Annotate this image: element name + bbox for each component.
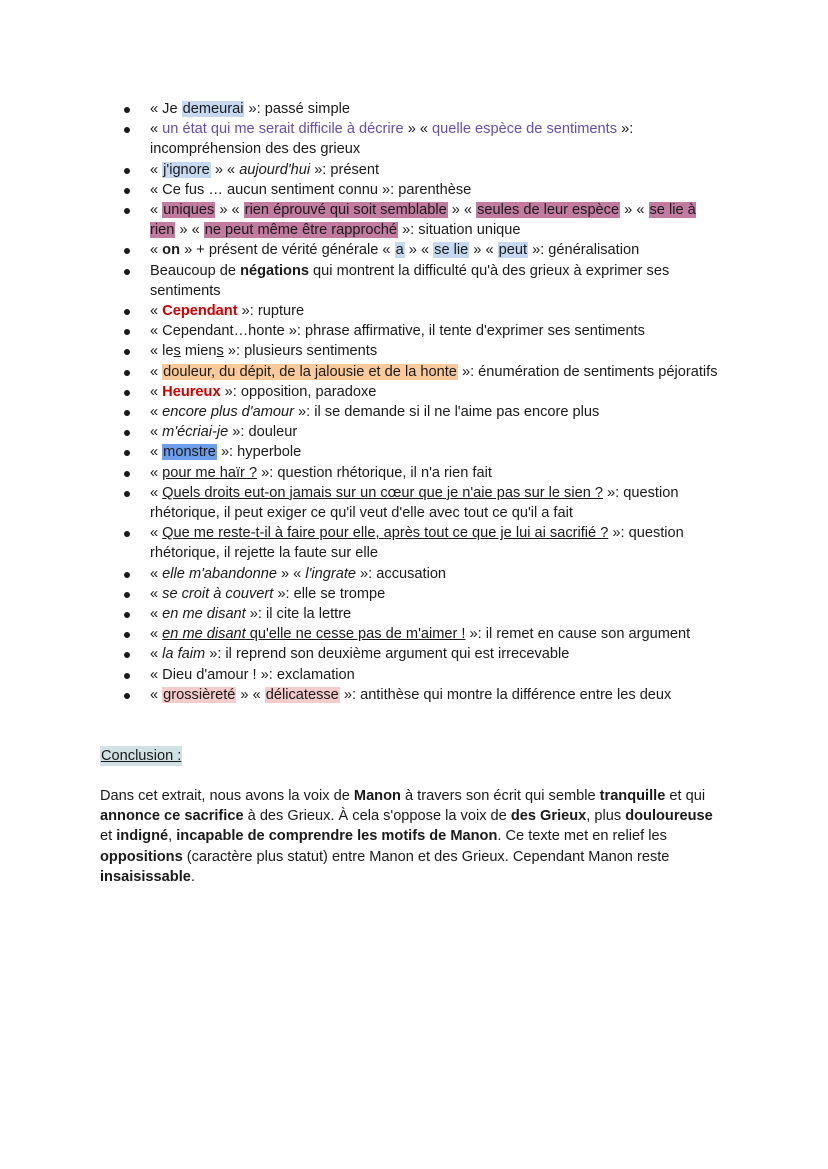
text-run: qui montrent la difficulté qu'à des grieux à exprimer ses sentiments [150,262,670,299]
text-run: et [100,828,117,845]
text-run: « Dieu d'amour ! »: exclamation [150,666,355,683]
bullet-item [124,624,724,644]
bullet-item [124,240,724,260]
text-run: « [150,303,163,320]
text-run: « [150,464,163,481]
text-run: »: il remet en cause son argument [465,626,691,643]
highlighted-text: j'ignore [163,161,210,178]
text-run: « [150,363,163,380]
text-run: Cependant [162,303,238,320]
bullet-item [124,644,724,664]
text-run: « [150,444,163,461]
text-run: « le [150,343,174,360]
text-run: Quels droits eut-on jamais sur un cœur que je n'aie pas sur le sien ? [162,484,603,501]
text-run: » « [469,242,498,259]
highlighted-text: rien éprouvé qui soit semblable [244,202,447,219]
text-run: « [150,424,163,441]
highlighted-text: se lie à rien [150,202,696,239]
text-run: l'ingrate [305,565,356,582]
text-run: douloureuse [625,808,713,825]
text-run: à travers son écrit qui semble [400,788,600,804]
text-run: « Cependant…honte »: phrase affirmative, il tente d'exprimer ses sentiments [150,323,645,340]
text-run: »: antithèse qui montre la différence entre les deux [339,686,672,703]
text-run: » « [447,202,477,219]
bullet-item [124,523,724,563]
text-run: »: question rhétorique, il rejette la faute sur elle [150,525,684,562]
bullet-icon [124,188,130,194]
text-run: . Ce texte met en relief les [497,828,667,845]
bullet-item [124,200,724,240]
text-run: » « [620,202,649,219]
text-run: « [150,383,163,400]
bullet-icon [124,531,130,537]
text-run: « [150,626,163,643]
highlighted-text: se lie [434,242,469,259]
text-run: aujourd'hui [239,161,311,178]
text-run: »: il se demande si il ne l'aime pas encore plus [293,404,600,421]
text-run: »: présent [310,161,380,178]
text-run: mien [180,343,217,360]
text-run: »: douleur [228,424,298,441]
bullet-icon [124,309,130,315]
text-run: « [150,585,163,602]
text-run: en me disant [162,626,246,643]
text-run: insaisissable [100,868,191,885]
text-run: on [162,242,181,259]
bullet-item [124,665,724,685]
highlighted-text: uniques [163,202,215,219]
bullet-item [124,341,724,361]
text-run: » « [210,161,240,178]
bullet-item [124,402,724,422]
bullet-item [124,685,724,705]
bullet-item [124,160,724,180]
text-run: la faim [162,646,206,663]
bullet-item [124,321,724,341]
text-run: , [168,828,177,845]
text-run: quelle espèce de sentiments [432,121,618,138]
text-run: »: énumération de sentiments péjoratifs [457,363,718,380]
bullet-icon [124,693,130,699]
bullet-item [124,564,724,584]
text-run: » « [403,121,433,138]
text-run: Manon [353,788,401,804]
text-run: (caractère plus statut) entre Manon et des Grieux. Cependant Manon reste [182,848,670,865]
bullet-icon [124,612,130,618]
text-run: »: situation unique [398,222,521,239]
text-run: »: il cite la lettre [245,606,352,623]
bullet-icon [124,450,130,456]
bullet-icon [124,471,130,477]
text-run: elle m'abandonne [162,565,277,582]
bullet-icon [124,652,130,658]
text-run: »: hyperbole [216,444,302,461]
text-run: »: il reprend son deuxième argument qui est irrecevable [205,646,570,663]
text-run: . [190,868,195,885]
text-run: « [150,606,163,623]
bullet-icon [124,269,130,275]
bullet-item [124,180,724,200]
bullet-item [124,604,724,624]
text-run: pour me haïr ? [162,464,258,481]
bullet-item [124,442,724,462]
text-run: « [150,404,163,421]
text-run: en me disant [162,606,246,623]
text-run: oppositions [100,848,183,865]
text-run: m'écriai-je [162,424,229,441]
conclusion-paragraph [100,786,720,887]
text-run: indigné [116,828,169,845]
text-run: »: question rhétorique, il n'a rien fait [257,464,492,481]
text-run: « [150,121,163,138]
bullet-icon [124,370,130,376]
text-run: « Je [150,101,182,117]
bullet-item [124,301,724,321]
text-run: »: opposition, paradoxe [220,383,377,400]
text-run: Beaucoup de [150,262,241,279]
text-run: »: question rhétorique, il peut exiger ce qu'il veut d'elle avec tout ce qu'il a fait [150,484,679,522]
text-run: négations [240,262,309,279]
text-run: à des Grieux. À cela s'oppose la voix de [243,808,511,825]
highlighted-text: ne peut même être rapproché [204,222,398,239]
text-run: « [150,202,163,219]
text-run: « [150,686,163,703]
text-run: annonce ce sacrifice [100,808,244,825]
bullet-icon [124,349,130,355]
text-run: » + présent de vérité générale « [180,242,395,259]
bullet-item [124,483,724,523]
bullet-item [124,422,724,442]
text-run: » « [175,222,204,239]
text-run: tranquille [599,788,666,804]
text-run: « [150,242,163,259]
text-run: « Ce fus … aucun sentiment connu »: parenthèse [150,181,472,198]
bullet-icon [124,208,130,214]
text-run: qu'elle ne cesse pas de m'aimer ! [245,626,466,643]
text-run: encore plus d'amour [162,404,294,421]
highlighted-text: grossièreté [163,686,236,703]
bullet-icon [124,390,130,396]
bullet-icon [124,107,130,113]
bullet-item [124,382,724,402]
text-run: » « [404,242,434,259]
bullet-item [124,99,724,119]
conclusion-heading: Conclusion : [101,748,182,764]
bullet-icon [124,430,130,436]
text-run: »: elle se trompe [273,585,386,602]
text-run: »: plusieurs sentiments [223,343,378,360]
text-run: »: généralisation [528,242,640,259]
text-run: « [150,161,163,178]
text-run: , plus [586,808,626,825]
bullet-icon [124,592,130,598]
highlighted-text: peut [498,242,528,259]
text-run: des Grieux [510,808,587,825]
bullet-icon [124,491,130,497]
text-run: »: passé simple [244,101,350,117]
highlighted-text: délicatesse [265,686,339,703]
bullet-item [124,584,724,604]
analysis-bullet-list [124,99,724,705]
text-run: Que me reste-t-il à faire pour elle, après tout ce que je lui ai sacrifié ? [162,525,609,542]
bullet-item [124,119,724,159]
text-run: et qui [665,788,706,804]
text-run: » « [276,565,306,582]
text-run: » « [215,202,244,219]
bullet-icon [124,127,130,133]
bullet-item [124,362,724,382]
text-run: Heureux [162,383,221,400]
text-run: »: incompréhension des des grieux [150,121,634,158]
text-run: s [173,343,181,360]
highlighted-text: monstre [163,444,216,461]
highlighted-text: a [395,242,404,259]
text-run: »: accusation [356,565,447,582]
text-run: se croit à couvert [162,585,274,602]
text-run: « [150,525,163,542]
bullet-icon [124,410,130,416]
bullet-icon [124,168,130,174]
text-run: incapable de comprendre les motifs de Manon [176,828,498,845]
text-run: s [216,343,224,360]
text-run: » « [236,686,265,703]
text-run: Dans cet extrait, nous avons la voix de [100,788,354,804]
bullet-icon [124,248,130,254]
text-run: »: rupture [237,303,305,320]
text-run: « [150,646,163,663]
bullet-icon [124,329,130,335]
bullet-item [124,463,724,483]
bullet-icon [124,572,130,578]
highlighted-text: seules de leur espèce [477,202,620,219]
bullet-item [124,261,724,301]
bullet-icon [124,632,130,638]
bullet-icon [124,673,130,679]
highlighted-text: demeurai [182,101,244,117]
text-run: un état qui me serait difficile à décrire [162,121,404,138]
text-run: « [150,484,163,501]
text-run: « [150,565,163,582]
highlighted-text: douleur, du dépit, de la jalousie et de la honte [163,363,457,380]
